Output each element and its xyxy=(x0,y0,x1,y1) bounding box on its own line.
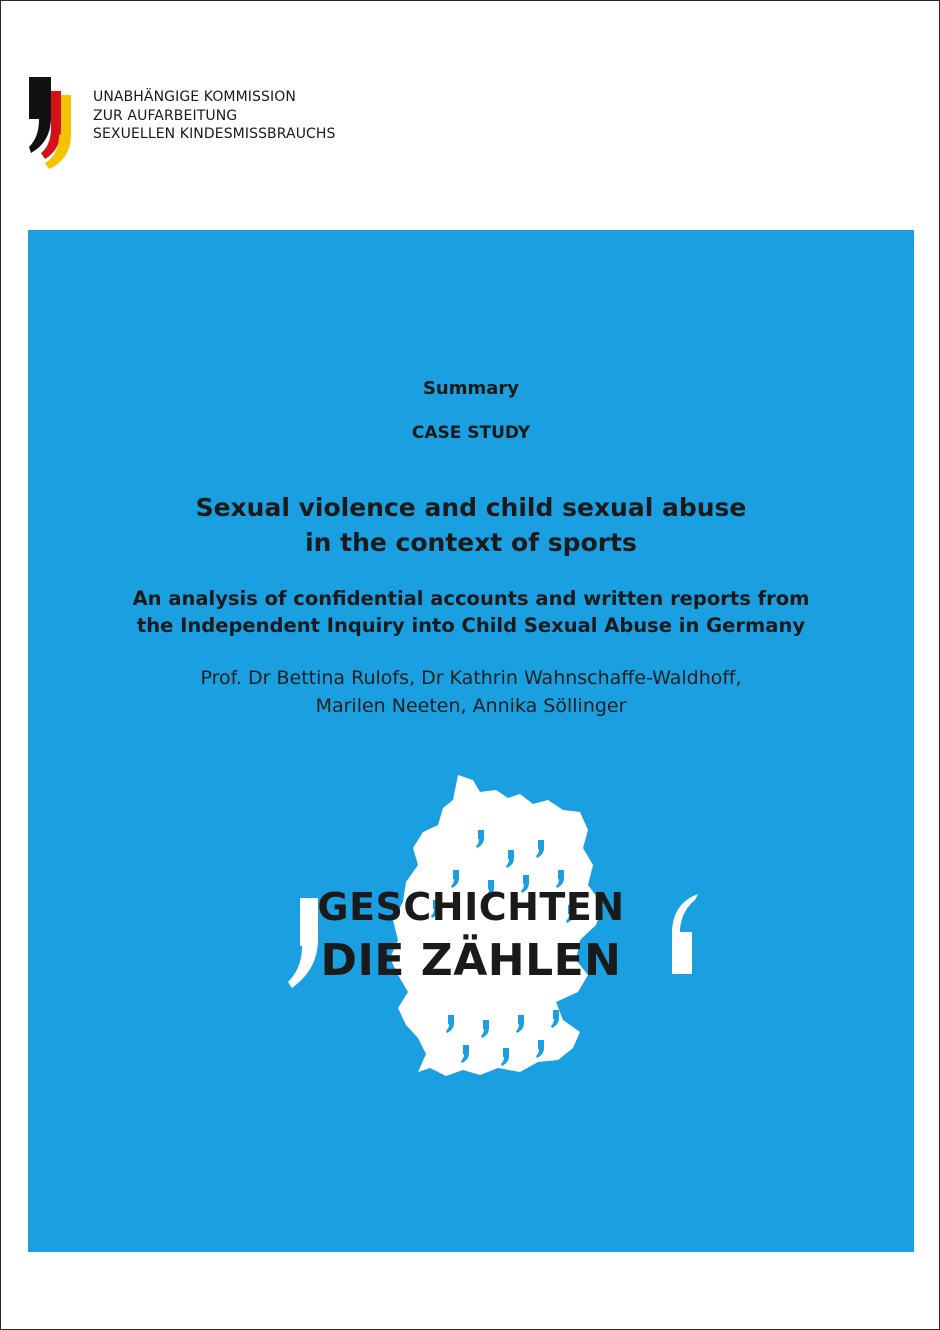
authors xyxy=(28,664,914,720)
subtitle-line-2: the Independent Inquiry into Child Sexual Abuse in Germany xyxy=(136,614,806,637)
authors-line-2: Marilen Neeten, Annika Söllinger xyxy=(315,695,627,717)
commission-logo-icon xyxy=(27,77,73,171)
authors-line-1: Prof. Dr Bettina Rulofs, Dr Kathrin Wahnschaffe-Waldhoff, xyxy=(200,667,742,689)
summary-label: Summary xyxy=(422,378,520,399)
organization-name xyxy=(93,88,336,144)
campaign-title-line-2: DIE ZÄHLEN xyxy=(320,935,622,986)
main-title-line-2: in the context of sports xyxy=(305,528,637,557)
cover-panel xyxy=(28,230,914,1252)
germany-map-icon xyxy=(258,770,698,1090)
subtitle-line-1: An analysis of confidential accounts and written reports from xyxy=(132,587,810,610)
org-name-line-1: UNABHÄNGIGE KOMMISSION xyxy=(93,89,296,105)
org-name-line-3: SEXUELLEN KINDESMISSBRAUCHS xyxy=(93,126,336,142)
subtitle xyxy=(28,585,914,639)
main-title xyxy=(28,490,914,560)
org-name-line-2: ZUR AUFARBEITUNG xyxy=(93,107,238,124)
case-study-label: CASE STUDY xyxy=(411,423,531,443)
campaign-title-line-1: GESCHICHTEN xyxy=(317,885,625,929)
main-title-line-1: Sexual violence and child sexual abuse xyxy=(195,493,747,522)
